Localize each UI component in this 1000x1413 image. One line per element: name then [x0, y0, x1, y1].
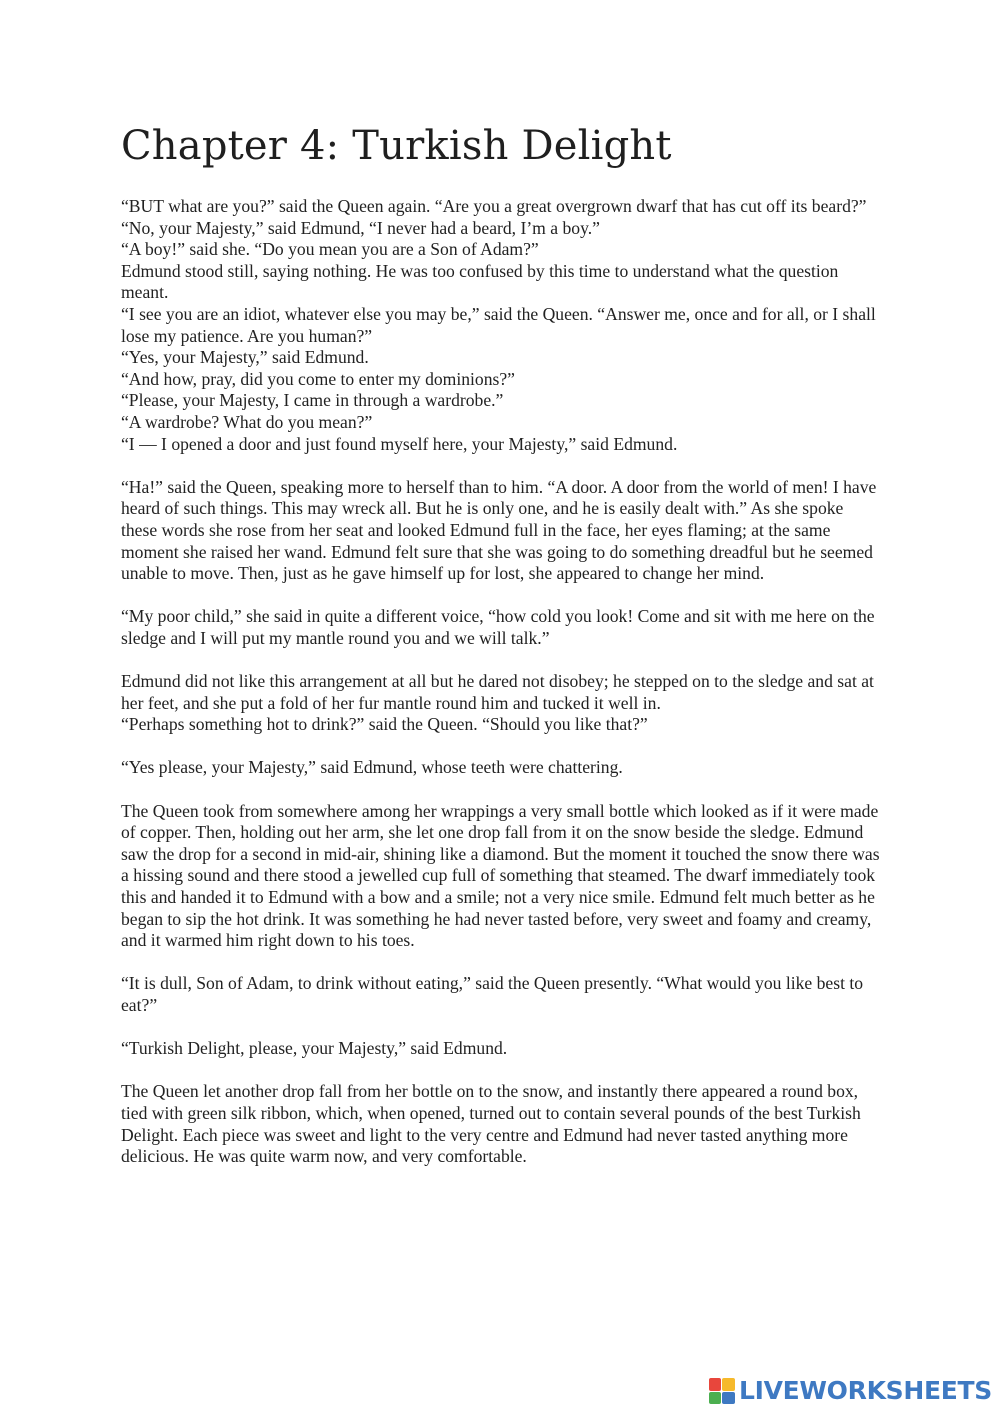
- story-line: The Queen took from somewhere among her wrappings a very small bottle which looked as if it were made of copper. Then, holding out her arm, she let one drop fall from it on the snow beside the sledge. Edmund saw the drop for a second in mid-air, shining like a diamond. But the moment it touched the snow there was a hissing sound and there stood a jewelled cup full of something that steamed. The dwarf immediately took this and handed it to Edmund with a bow and a smile; not a very nice smile. Edmund felt much better as he began to sip the hot drink. It was something he had never tasted before, very sweet and foamy and creamy, and it warmed him right down to his toes.: [121, 800, 880, 951]
- logo-square-red: [709, 1378, 722, 1391]
- story-line: “BUT what are you?” said the Queen again. “Are you a great overgrown dwarf that has cut off its beard?”: [121, 196, 867, 216]
- story-paragraph: [121, 671, 881, 736]
- story-line: “I — I opened a door and just found myself here, your Majesty,” said Edmund.: [121, 433, 678, 454]
- story-line: “A wardrobe? What do you mean?”: [121, 411, 373, 432]
- story-line: “No, your Majesty,” said Edmund, “I never had a beard, I’m a boy.”: [121, 217, 600, 238]
- story-line: “And how, pray, did you come to enter my dominions?”: [121, 368, 515, 389]
- liveworksheets-brand[interactable]: [709, 1377, 992, 1405]
- story-line: “Turkish Delight, please, your Majesty,” said Edmund.: [121, 1038, 508, 1059]
- story-paragraph: [121, 801, 881, 952]
- story-line: “I see you are an idiot, whatever else you may be,” said the Queen. “Answer me, once and for all, or I shall lose my patience. Are you human?”: [121, 303, 876, 346]
- story-line: Edmund did not like this arrangement at all but he dared not disobey; he stepped on to the sledge and sat at her feet, and she put a fold of her fur mantle round him and tucked it well in.: [121, 671, 874, 713]
- story-line: “It is dull, Son of Adam, to drink without eating,” said the Queen presently. “What would you like best to eat?”: [121, 973, 864, 1015]
- logo-square-green: [709, 1392, 722, 1405]
- story-line: “Yes please, your Majesty,” said Edmund, whose teeth were chattering.: [121, 757, 623, 778]
- story-line: “A boy!” said she. “Do you mean you are a Son of Adam?”: [121, 239, 539, 260]
- liveworksheets-logo-icon: [709, 1378, 735, 1404]
- story-paragraph: [121, 1081, 881, 1167]
- story-paragraph: [121, 196, 881, 455]
- story-line: Edmund stood still, saying nothing. He was too confused by this time to understand what the question meant.: [121, 260, 839, 303]
- liveworksheets-wordmark: LIVEWORKSHEETS: [738, 1376, 992, 1405]
- story-paragraph: [121, 757, 881, 779]
- story-paragraph: [121, 477, 881, 585]
- story-body: [121, 196, 881, 1168]
- story-paragraph: [121, 1038, 881, 1060]
- chapter-title: Chapter 4: Turkish Delight: [121, 123, 672, 169]
- logo-square-yellow: [722, 1378, 735, 1391]
- story-line: “Please, your Majesty, I came in through a wardrobe.”: [121, 390, 504, 411]
- story-line: “Yes, your Majesty,” said Edmund.: [121, 347, 369, 368]
- story-line: “Perhaps something hot to drink?” said the Queen. “Should you like that?”: [121, 714, 648, 735]
- story-paragraph: [121, 973, 881, 1016]
- logo-square-blue: [722, 1392, 735, 1405]
- story-line: The Queen let another drop fall from her bottle on to the snow, and instantly there appeared a round box, tied with green silk ribbon, which, when opened, turned out to contain several pounds of the best Turkish Delight. Each piece was sweet and light to the very centre and Edmund had never tasted anything more delicious. He was quite warm now, and very comfortable.: [121, 1081, 861, 1167]
- story-line: “My poor child,” she said in quite a different voice, “how cold you look! Come and sit with me here on the sledge and I will put my mantle round you and we will talk.”: [121, 606, 875, 648]
- story-paragraph: [121, 606, 881, 649]
- story-line: “Ha!” said the Queen, speaking more to herself than to him. “A door. A door from the world of men! I have heard of such things. This may wreck all. But he is only one, and he is easily dealt with.” As she spoke these words she rose from her seat and looked Edmund full in the face, her eyes flaming; at the same moment she raised her wand. Edmund felt sure that she was going to do something dreadful but he seemed unable to move. Then, just as he gave himself up for lost, she appeared to change her mind.: [121, 476, 877, 584]
